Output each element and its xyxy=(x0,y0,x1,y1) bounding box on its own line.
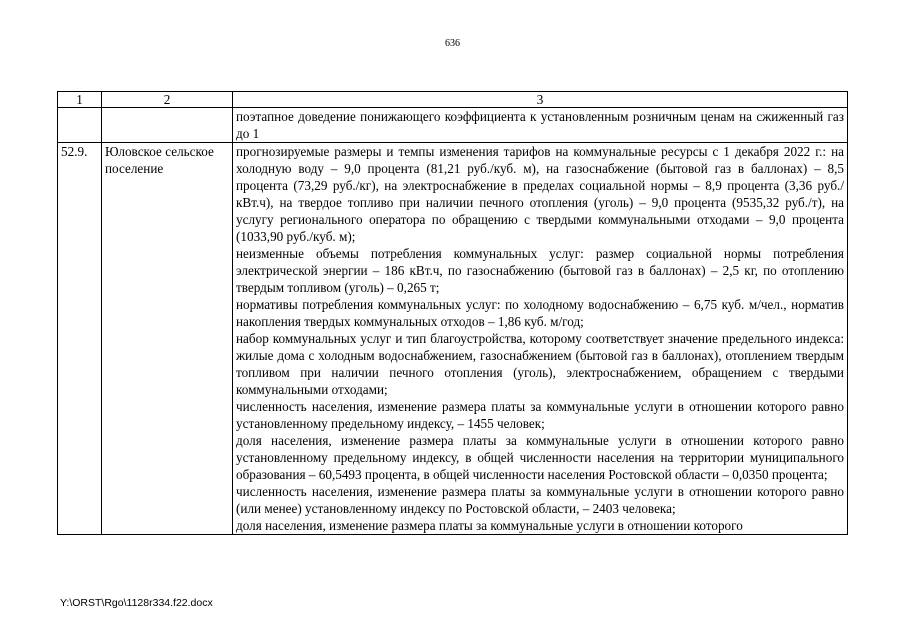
paragraph-tariffs: прогнозируемые размеры и темпы изменения тарифов на коммунальные ресурсы с 1 декабря 2022 г.: на холодную воду – 9,0 процента (81,21 руб./куб. м), на газоснабжение (бытовой газ в баллонах) – 8,5 процента (73,29 руб./кг), на электроснабжение в пределах социальной нормы – 8,9 процента (3,36 руб./кВт.ч), на твердое топливо при наличии печного отопления (уголь) – 9,0 процента (9535,32 руб./т), на услугу регионального оператора по обращению с твердыми коммунальными отходами – 9,0 процента (1033,90 руб./куб. м); xyxy=(236,144,844,244)
paragraph-population-regional: численность населения, изменение размера платы за коммунальные услуги в отношении которого равно (или менее) установленному индексу по Ростовской области, – 2403 человека; xyxy=(236,484,844,516)
document-table xyxy=(57,91,848,535)
continuation-cell-1 xyxy=(58,108,102,143)
paragraph-population: численность населения, изменение размера платы за коммунальные услуги в отношении которого равно установленному предельному индексу, – 1455 человек; xyxy=(236,399,844,431)
continuation-row xyxy=(58,108,848,143)
row-number: 52.9. xyxy=(58,143,102,535)
continuation-text: поэтапное доведение понижающего коэффициента к установленным розничным ценам на сжиженный газ до 1 xyxy=(233,108,848,143)
settlement-name: Юловское сельское поселение xyxy=(102,143,233,535)
table-header-row xyxy=(58,92,848,108)
header-cell-1: 1 xyxy=(58,92,102,108)
header-cell-3: 3 xyxy=(233,92,848,108)
paragraph-volumes: неизменные объемы потребления коммунальных услуг: размер социальной нормы потребления электрической энергии – 186 кВт.ч, по газоснабжению (бытовой газ в баллонах) – 2,5 кг, по отоплению твердым топливом (уголь) – 0,265 т; xyxy=(236,246,844,295)
header-cell-2: 2 xyxy=(102,92,233,108)
page-number: 636 xyxy=(445,38,460,49)
paragraph-norms: нормативы потребления коммунальных услуг: по холодному водоснабжению – 6,75 куб. м/чел., норматив накопления твердых коммунальных отходов – 1,86 куб. м/год; xyxy=(236,297,844,329)
paragraph-population-share-regional: доля населения, изменение размера платы за коммунальные услуги в отношении которого xyxy=(236,518,743,533)
table-row xyxy=(58,143,848,535)
paragraph-population-share: доля населения, изменение размера платы за коммунальные услуги в отношении которого равно установленному предельному индексу, в общей численности населения на территории муниципального образования – 60,5493 процента, в общей численности населения Ростовской области – 0,0350 процента; xyxy=(236,433,844,482)
row-content xyxy=(233,143,848,535)
paragraph-services: набор коммунальных услуг и тип благоустройства, которому соответствует значение предельного индекса: жилые дома с холодным водоснабжением, газоснабжением (бытовой газ в баллонах), отоплением твердым топливом при наличии печного отопления (уголь), электроснабжением, обращением с твердыми коммунальными отходами; xyxy=(236,331,844,397)
continuation-cell-2 xyxy=(102,108,233,143)
footer-file-path: Y:\ORST\Rgo\1128r334.f22.docx xyxy=(60,597,213,609)
